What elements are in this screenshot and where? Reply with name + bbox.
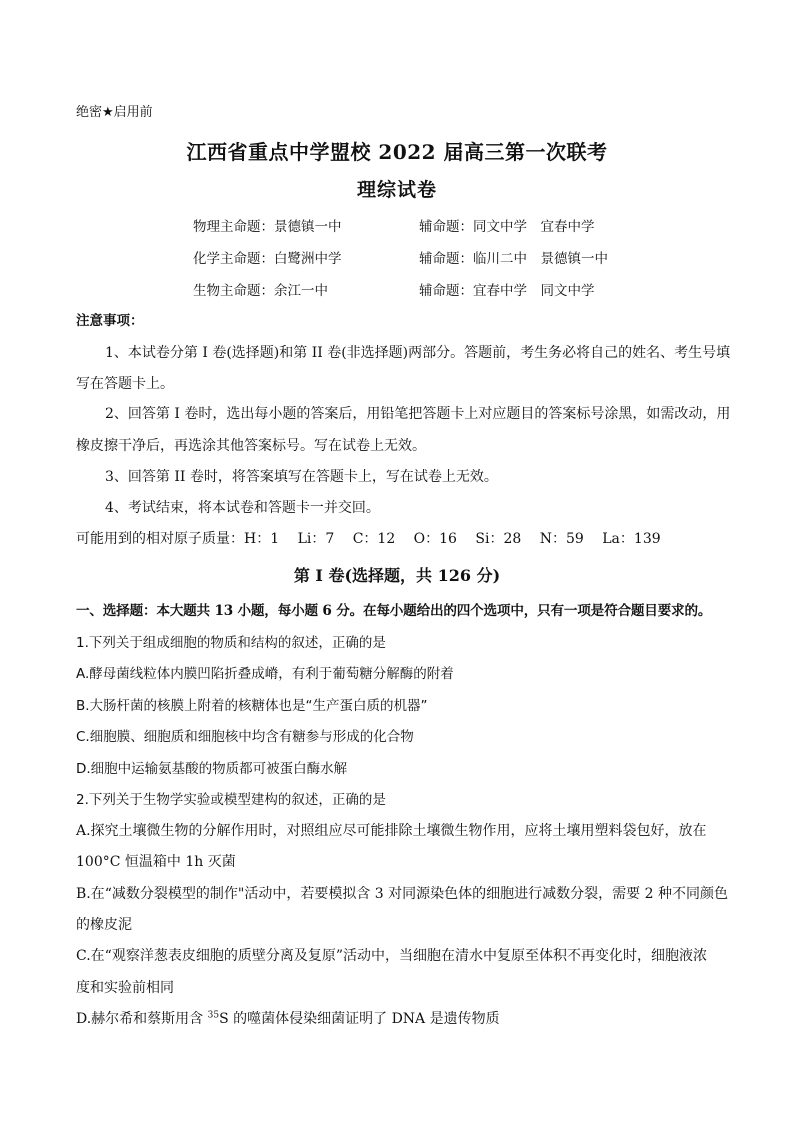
question-2-option-a-line-2: 100°C 恒温箱中 1h 灭菌 <box>76 854 236 870</box>
notice-heading: 注意事项： <box>76 313 144 329</box>
biology-aux-creator: 辅命题：宜春中学 同文中学 <box>419 283 595 299</box>
notice-item-1-line-2: 写在答题卡上。 <box>76 376 174 392</box>
physics-aux-creator: 辅命题：同文中学 宜春中学 <box>419 219 595 235</box>
physics-main-creator: 物理主命题：景德镇一中 <box>193 219 342 235</box>
confidential-label: 绝密★启用前 <box>76 105 153 120</box>
atomic-mass-line: 可能用到的相对原子质量：H：1 Li：7 C：12 O：16 Si：28 N：59 La：139 <box>76 531 661 547</box>
notice-item-3: 3、回答第 II 卷时，将答案填写在答题卡上，写在试卷上无效。 <box>105 469 498 485</box>
question-2-option-c-line-2: 度和实验前相同 <box>76 980 174 996</box>
notice-item-2-line-2: 橡皮擦干净后，再选涂其他答案标号。写在试卷上无效。 <box>76 438 426 454</box>
question-1-option-d: D.细胞中运输氨基酸的物质都可被蛋白酶水解 <box>76 761 348 777</box>
isotope-mass-number: 35 <box>207 1010 220 1021</box>
question-2-option-d-post: S 的噬菌体侵染细菌证明了 DNA 是遗传物质 <box>219 1011 500 1027</box>
exam-subtitle: 理综试卷 <box>356 179 437 201</box>
section-instruction: 一、选择题：本大题共 13 小题，每小题 6 分。在每小题给出的四个选项中，只有一项是符合题目要求的。 <box>76 603 712 619</box>
notice-item-2-line-1: 2、回答第 I 卷时，选出每小题的答案后，用铅笔把答题卡上对应题目的答案标号涂黑，如需改动，用 <box>105 406 731 422</box>
notice-item-4: 4、考试结束，将本试卷和答题卡一并交回。 <box>105 500 380 516</box>
question-2-option-d <box>76 1010 500 1028</box>
question-1-option-a: A.酵母菌线粒体内膜凹陷折叠成嵴，有利于葡萄糖分解酶的附着 <box>76 666 454 682</box>
biology-main-creator: 生物主命题：余江一中 <box>193 283 328 299</box>
question-2-stem: 2.下列关于生物学实验或模型建构的叙述，正确的是 <box>76 792 386 808</box>
chemistry-aux-creator: 辅命题：临川二中 景德镇一中 <box>419 251 608 267</box>
question-2-option-d-pre: D.赫尔希和蔡斯用含 <box>76 1011 208 1027</box>
question-2-option-b-line-1: B.在“减数分裂模型的制作"活动中，若要模拟含 3 对同源染色体的细胞进行减数分裂，需要 2 种不同颜色 <box>76 886 728 902</box>
notice-item-1-line-1: 1、本试卷分第 I 卷(选择题)和第 II 卷(非选择题)两部分。答题前，考生务必将自己的姓名、考生号填 <box>105 345 731 361</box>
question-2-option-a-line-1: A.探究土壤微生物的分解作用时，对照组应尽可能排除土壤微生物作用，应将土壤用塑料袋包好，放在 <box>76 823 707 839</box>
question-2-option-c-line-1: C.在“观察洋葱表皮细胞的质壁分离及复原”活动中，当细胞在清水中复原至体积不再变化时，细胞液浓 <box>76 948 707 964</box>
question-2-option-b-line-2: 的橡皮泥 <box>76 917 132 933</box>
question-1-stem: 1.下列关于组成细胞的物质和结构的叙述，正确的是 <box>76 635 386 651</box>
section-heading: 第 I 卷(选择题，共 126 分) <box>293 566 501 585</box>
question-1-option-c: C.细胞膜、细胞质和细胞核中均含有糖参与形成的化合物 <box>76 729 414 745</box>
question-1-option-b: B.大肠杆菌的核膜上附着的核糖体也是“生产蛋白质的机器” <box>76 698 428 714</box>
exam-title: 江西省重点中学盟校 2022 届高三第一次联考 <box>186 140 608 164</box>
chemistry-main-creator: 化学主命题：白鹭洲中学 <box>193 251 342 267</box>
